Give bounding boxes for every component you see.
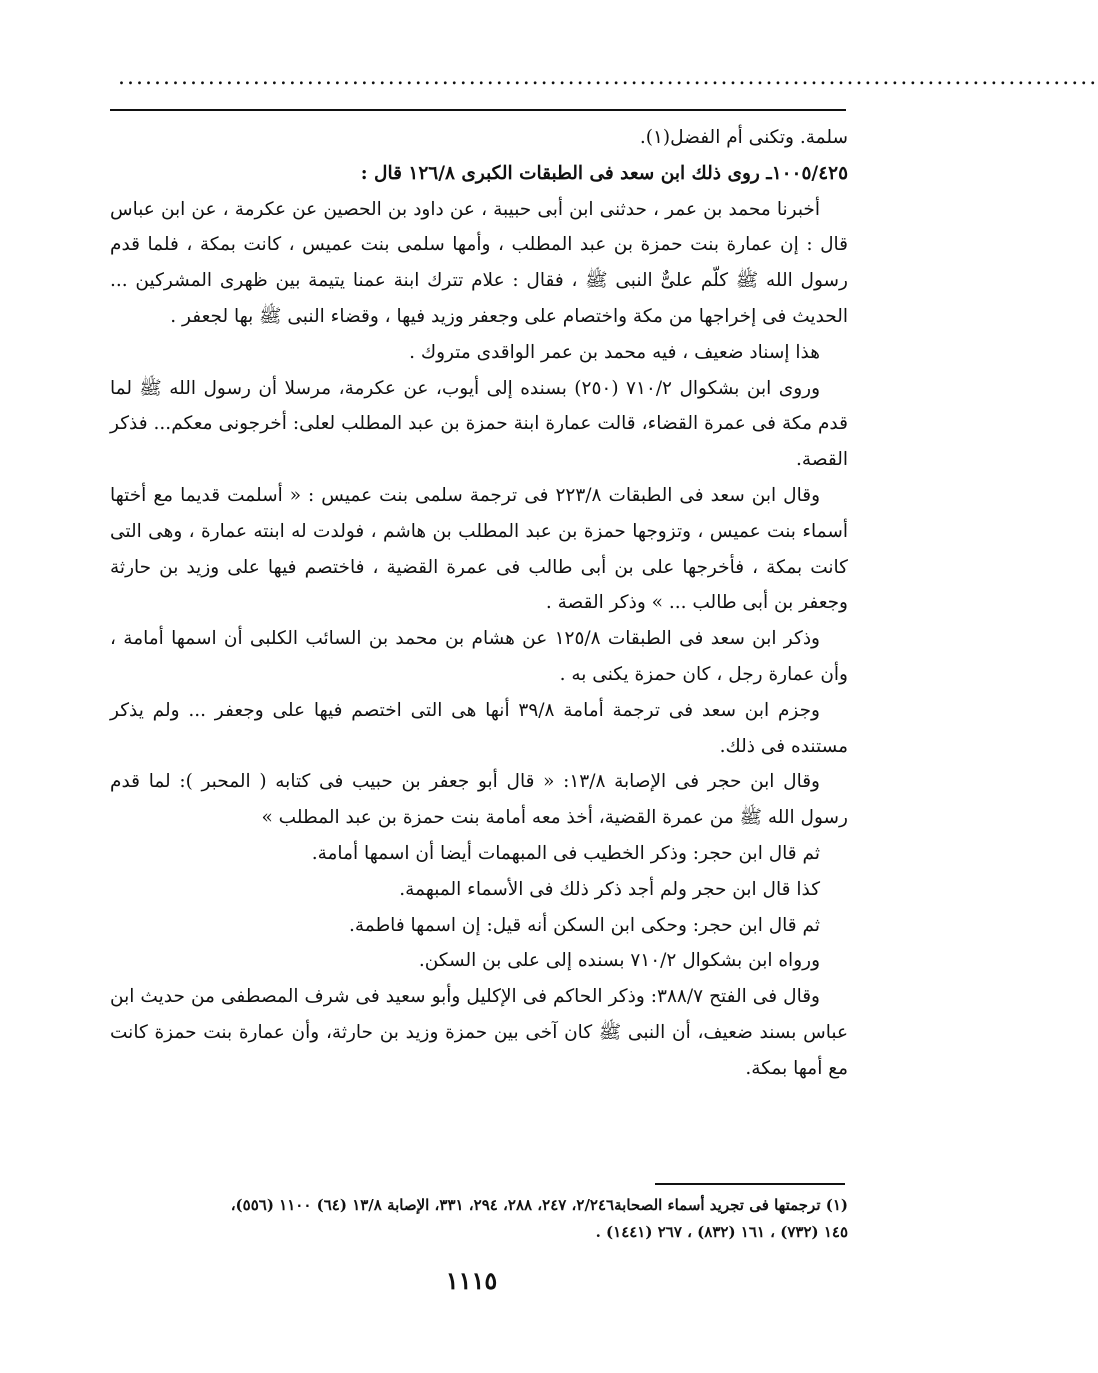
paragraph: ثم قال ابن حجر: وحكى ابن السكن أنه قيل: إن اسمها فاطمة. — [348, 914, 820, 936]
text-line: سلمة. وتكنى أم الفضل(١). — [639, 127, 848, 148]
paragraph: هذا إسناد ضعيف ، فيه محمد بن عمر الواقدى متروك . — [409, 341, 820, 363]
paragraph: ورواه ابن بشكوال ٧١٠/٢ بسنده إلى على بن السكن. — [418, 950, 820, 972]
paragraph: أخبرنا محمد بن عمر ، حدثنى ابن أبى حبيبة ، عن داود بن الحصين عن عكرمة ، عن ابن عباس قال : إن عمارة بنت حمزة بن عبد المطلب ، وأمها سلمى بنت عميس ، كانت بمكة ، فلما قدم رسول الله ﷺ كلّم علىٌّ النبى ﷺ ، فقال : علام تترك ابنة عمنا يتيمة بين ظهرى المشركين ... الحديث فى إخراجها من مكة واختصام على وجعفر وزيد فيها ، وقضاء النبى ﷺ بها لجعفر . — [110, 198, 848, 327]
paragraph: وذكر ابن سعد فى الطبقات ١٢٥/٨ عن هشام بن محمد بن السائب الكلبى أن اسمها أمامة ، وأن عمارة رجل ، كان حمزة يكنى به . — [110, 628, 848, 685]
paragraph: وقال فى الفتح ٣٨٨/٧: وذكر الحاكم فى الإكليل وأبو سعيد فى شرف المصطفى من حديث ابن عباس بسند ضعيف، أن النبى ﷺ كان آخى بين حمزة وزيد بن حارثة، وأن عمارة بنت حمزة كانت مع أمها بمكة. — [110, 986, 848, 1079]
paragraph: وروى ابن بشكوال ٧١٠/٢ (٢٥٠) بسنده إلى أيوب، عن عكرمة، مرسلا أن رسول الله ﷺ لما قدم مكة فى عمرة القضاء، قالت عمارة ابنة حمزة بن عبد المطلب لعلى: أخرجونى معكم... فذكر القصة. — [110, 377, 848, 471]
paragraph: ثم قال ابن حجر: وذكر الخطيب فى المبهمات أيضا أن اسمها أمامة. — [311, 842, 820, 864]
main-text — [110, 120, 848, 1087]
paragraph: وجزم ابن سعد فى ترجمة أمامة ٣٩/٨ أنها هى التى اختصم فيها على وجعفر ... ولم يذكر مستنده فى ذلك. — [110, 699, 848, 757]
footnote — [110, 1192, 848, 1246]
header-dots: ............................................................................................................. — [118, 65, 1098, 90]
paragraph: وقال ابن حجر فى الإصابة ١٣/٨: « قال أبو جعفر بن حبيب فى كتابه ( المحبر ): لما قدم رسول الله ﷺ من عمرة القضية، أخذ معه أمامة بنت حمزة بن عبد المطلب » — [110, 771, 848, 829]
hadith-heading: ١٠٠٥/٤٢٥ـ روى ذلك ابن سعد فى الطبقات الكبرى ١٢٦/٨ قال : — [360, 162, 848, 184]
paragraph: وقال ابن سعد فى الطبقات ٢٢٣/٨ فى ترجمة سلمى بنت عميس : « أسلمت قديما مع أختها أسماء بنت عميس ، وتزوجها حمزة بن عبد المطلب بن هاشم ، فولدت له ابنته عمارة ، وهى التى كانت بمكة ، فأخرجها على بن أبى طالب فى عمرة القضية ، فاختصم فيها على وزيد بن حارثة وجعفر بن أبى طالب ... » وذكر القصة . — [110, 484, 848, 614]
paragraph: كذا قال ابن حجر ولم أجد ذكر ذلك فى الأسماء المبهمة. — [399, 878, 820, 900]
page-number: ١١١٥ — [445, 1266, 498, 1295]
footnote-line: ١٤٥ (٧٣٢) ، ١٦١ (٨٣٢) ، ٢٦٧ (١٤٤١) . — [595, 1223, 848, 1241]
top-rule — [110, 109, 846, 111]
footnote-rule — [655, 1183, 845, 1185]
footnote-line: (١) ترجمتها فى تجريد أسماء الصحابة٢/٢٤٦، ٢٤٧، ٢٨٨، ٢٩٤، ٣٣١، الإصابة ١٣/٨ (٦٤) ١١٠٠ (٥٥٦)، — [230, 1196, 848, 1214]
